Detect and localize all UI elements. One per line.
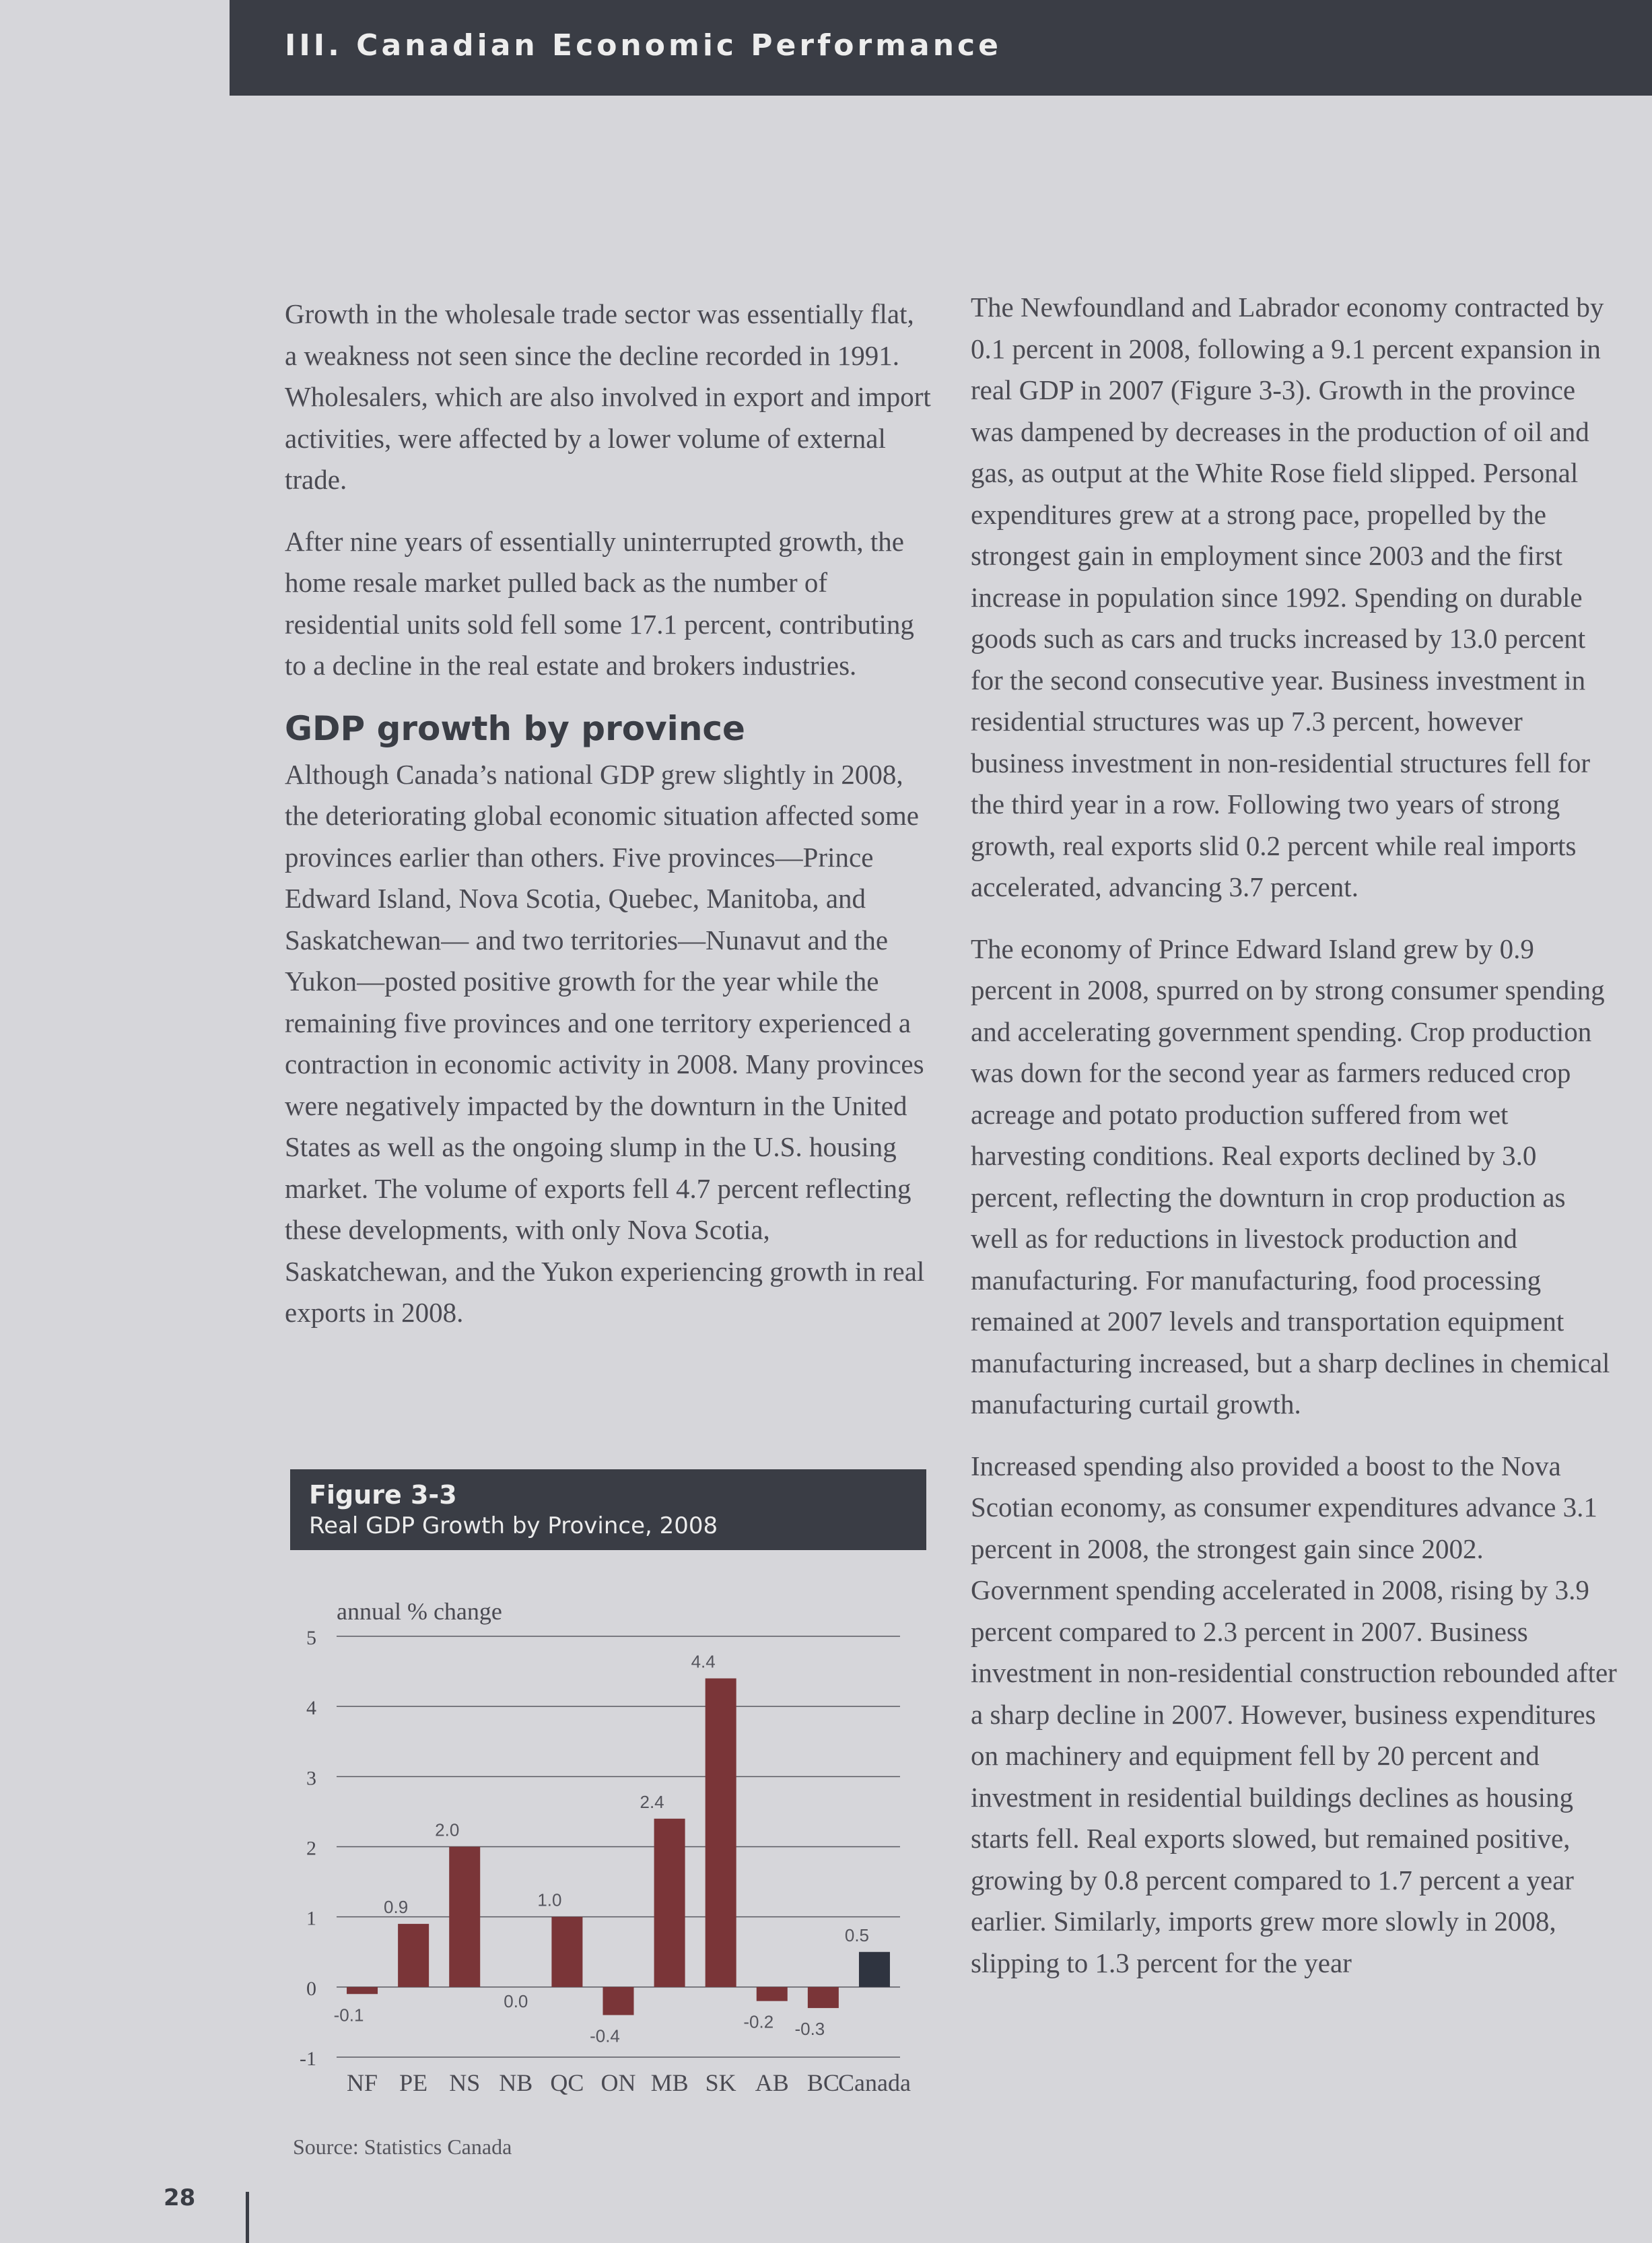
- y-tick-label: 3: [306, 1767, 316, 1790]
- section-title: III. Canadian Economic Performance: [285, 28, 1002, 63]
- y-tick-label: 5: [306, 1627, 316, 1649]
- data-label: 2.0: [435, 1819, 460, 1840]
- x-tick-label: QC: [550, 2069, 584, 2096]
- y-axis-label: annual % change: [337, 1598, 502, 1625]
- paragraph-nova-scotia: Increased spending also provided a boost to the Nova Scotian economy, as consumer expenditures advance 3.1 percent in 2008, the strongest gain since 2002. Government spending accelerated in 2008, rising by 3.9 percent compared to 2.3 percent in 2007. Business investment in non-residential construction rebounded after a sharp decline in 2007. However, business expenditures on machinery and equipment fell by 20 percent and investment in residential buildings declines as housing starts fell. Real exports slowed, but remained positive, growing by 0.8 percent compared to 1.7 percent a year earlier. Similarly, imports grew more slowly in 2008, slipping to 1.3 percent for the year: [971, 1450, 1617, 1978]
- data-label: -0.4: [590, 2026, 620, 2046]
- figure-source: Source: Statistics Canada: [293, 2135, 512, 2159]
- bar-ns: [449, 1847, 480, 1987]
- figure-title: Real GDP Growth by Province, 2008: [309, 1512, 718, 1539]
- data-label: 0.0: [504, 1990, 528, 2011]
- x-tick-label: NB: [499, 2069, 533, 2096]
- data-label: -0.3: [794, 2019, 825, 2040]
- x-tick-label: NS: [449, 2069, 481, 2096]
- data-label: 0.5: [844, 1924, 870, 1945]
- x-tick-label: ON: [600, 2069, 636, 2096]
- paragraph-newfoundland: The Newfoundland and Labrador economy contracted by 0.1 percent in 2008, following a 9.1 percent expansion in real GDP in 2007 (Figure 3-3). Growth in the province was dampened by decreases in the production of oil and gas, as output at the White Rose field slipped. Personal expenditures grew at a strong pace, propelled by the strongest gain in employment since 2003 and the first increase in population since 1992. Spending on durable goods such as cars and trucks increased by 13.0 percent for the second consecutive year. Business investment in residential structures was up 7.3 percent, however business investment in non-residential structures fell for the third year in a row. Following two years of strong growth, real exports slid 0.2 percent while real imports accelerated, advancing 3.7 percent.: [971, 292, 1604, 902]
- data-label: 4.4: [691, 1651, 716, 1672]
- page-number-rule: [246, 2192, 249, 2243]
- x-tick-label: NF: [347, 2069, 378, 2096]
- page-number: 28: [164, 2184, 196, 2211]
- x-tick-label: PE: [399, 2069, 428, 2096]
- x-tick-label: BC: [806, 2069, 839, 2096]
- y-tick-label: -1: [300, 2048, 316, 2070]
- x-tick-label: MB: [650, 2069, 689, 2096]
- paragraph-pei: The economy of Prince Edward Island grew by 0.9 percent in 2008, spurred on by strong consumer spending and accelerating government spending. Crop production was down for the second year as farmers reduced crop acreage and potato production suffered from wet harvesting conditions. Real exports declined by 3.0 percent, reflecting the downturn in crop production as well as for reductions in livestock production and manufacturing. For manufacturing, food processing remained at 2007 levels and transportation equipment manufacturing increased, but a sharp declines in chemical manufacturing curtail growth.: [971, 933, 1610, 1419]
- data-label: -0.2: [743, 2011, 774, 2032]
- bar-qc: [551, 1917, 582, 1987]
- bar-mb: [654, 1819, 685, 1987]
- bar-sk: [705, 1679, 736, 1987]
- y-tick-label: 4: [306, 1697, 316, 1720]
- paragraph-home-resale: After nine years of essentially uninterrupted growth, the home resale market pulled back as the number of residential units sold fell some 17.1 percent, contributing to a decline in the real estate and brokers industries.: [285, 525, 914, 681]
- paragraph-gdp-provinces: Although Canada’s national GDP grew slightly in 2008, the deteriorating global economic situation affected some provinces earlier than others. Five provinces—Prince Edward Island, Nova Scotia, Quebec, Manitoba, and Saskatchewan— and two territories—Nunavut and the Yukon—posted positive growth for the year while the remaining five provinces and one territory experienced a contraction in economic activity in 2008. Many provinces were negatively impacted by the downturn in the United States as well as the ongoing slump in the U.S. housing market. The volume of exports fell 4.7 percent reflecting these developments, with only Nova Scotia, Saskatchewan, and the Yukon experiencing growth in real exports in 2008.: [285, 758, 925, 1328]
- bar-pe: [398, 1924, 429, 1987]
- paragraph-wholesale: Growth in the wholesale trade sector was essentially flat, a weakness not seen since the decline recorded in 1991. Wholesalers, which are also involved in export and import activities, were affected by a lower volume of external trade.: [285, 298, 931, 495]
- section-heading: GDP growth by province: [285, 708, 745, 748]
- bar-canada: [859, 1952, 890, 1987]
- x-tick-label: SK: [705, 2069, 736, 2096]
- data-label: 2.4: [640, 1791, 664, 1812]
- bar-bc: [808, 1987, 839, 2008]
- bar-nf: [347, 1987, 378, 1994]
- y-tick-label: 0: [306, 1977, 316, 2000]
- y-tick-label: 2: [306, 1837, 316, 1860]
- figure-label: Figure 3-3: [309, 1480, 457, 1510]
- x-tick-label: Canada: [837, 2069, 911, 2096]
- data-label: 0.9: [384, 1897, 409, 1918]
- y-tick-label: 1: [306, 1907, 316, 1930]
- bar-ab: [757, 1987, 788, 2001]
- x-tick-label: AB: [755, 2069, 789, 2096]
- data-label: 1.0: [537, 1889, 562, 1910]
- data-label: -0.1: [333, 2005, 364, 2026]
- bar-on: [603, 1987, 634, 2015]
